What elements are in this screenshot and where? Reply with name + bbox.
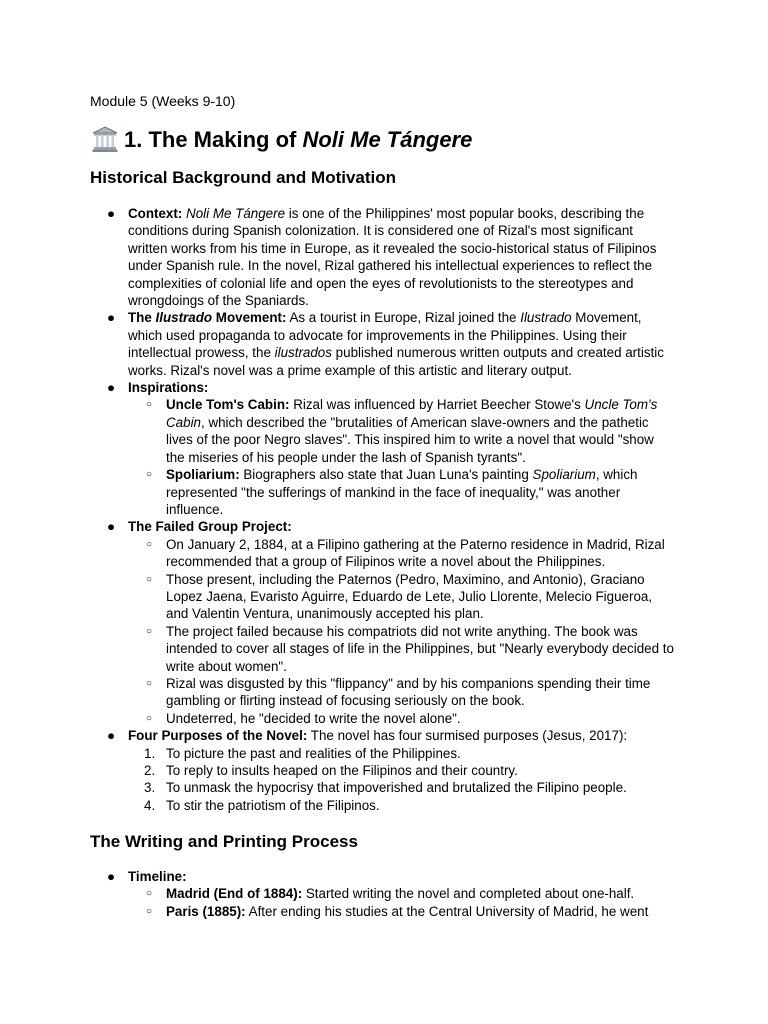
page-title <box>90 124 472 155</box>
numbered-item <box>144 797 676 814</box>
sub-item-spoliarium <box>145 466 676 518</box>
ilustrado-text: As a tourist in Europe, Rizal joined the Ilustrado Movement, which used propaganda to advocate for improvements in the Philippines. Using their intellectual prowess, the ilustrados published numerous written outputs and created artistic works. Rizal's novel was a prime example of this artistic and literary output. <box>128 310 664 378</box>
sub-item <box>145 623 676 675</box>
failed-project-label: The Failed Group Project: <box>128 519 292 535</box>
circle-bullet-glyph: ○ <box>145 573 153 585</box>
context-label: Context: <box>128 206 183 221</box>
ilustrado-label: The Ilustrado Movement: <box>128 310 287 326</box>
sub-item-uncle-toms-cabin <box>145 396 676 466</box>
section-writing-printing <box>106 868 676 920</box>
sub-item-text: The project failed because his compatriots did not write anything. The book was intended to cover all stages of life in the Philippines, but "Nearly everybody decided to write about women". <box>166 623 674 674</box>
title-prefix: 1. The Making of <box>124 127 303 152</box>
context-italic-lead: Noli Me Tángere <box>186 206 286 221</box>
sub-item-text: On January 2, 1884, at a Filipino gathering at the Paterno residence in Madrid, Rizal recommended that a group of Filipinos write a novel about the Philippines. <box>166 536 665 570</box>
section-heading-writing-printing: The Writing and Printing Process <box>90 832 358 851</box>
sub-item-text: Rizal was disgusted by this "flippancy" and by his companions spending their time gambling or flirting instead of focusing seriously on the book. <box>166 675 651 709</box>
uncle-tom-label: Uncle Tom's Cabin: <box>166 397 290 413</box>
section-heading-historical-background: Historical Background and Motivation <box>90 168 397 187</box>
sub-item-text: Undeterred, he "decided to write the novel alone". <box>166 710 461 726</box>
sub-item-paris <box>145 903 676 920</box>
inspirations-sub-list <box>145 396 676 518</box>
circle-bullet-glyph: ○ <box>145 538 153 550</box>
bullet-glyph: ● <box>106 206 116 221</box>
circle-bullet-glyph: ○ <box>145 399 153 411</box>
bullet-glyph: ● <box>106 728 116 744</box>
sub-item <box>145 571 676 623</box>
circle-bullet-glyph: ○ <box>145 905 153 917</box>
classical-building-icon <box>90 124 120 154</box>
sub-item <box>145 675 676 710</box>
list-item-ilustrado <box>106 309 676 379</box>
numbered-item-text: To stir the patriotism of the Filipinos. <box>166 797 380 813</box>
module-label: Module 5 (Weeks 9-10) <box>90 93 236 109</box>
list-item-failed-group-project <box>106 518 676 727</box>
bullet-glyph: ● <box>106 869 116 884</box>
purposes-label: Four Purposes of the Novel: <box>128 728 308 744</box>
sub-item <box>145 710 676 727</box>
numbered-item-text: To picture the past and realities of the Philippines. <box>166 745 461 761</box>
spoliarium-label: Spoliarium: <box>166 467 240 483</box>
item-number: 1. <box>144 745 156 761</box>
list-item-inspirations <box>106 379 676 518</box>
uncle-tom-text: Rizal was influenced by Harriet Beecher Stowe's Uncle Tom's Cabin, which described the "brutalities of American slave-owners and the pathetic lives of the poor Negro slaves". This inspired him to write a novel that would "show the miseries of his people under the lash of Spanish tyrants". <box>166 397 658 465</box>
sub-item <box>145 536 676 571</box>
madrid-text: Started writing the novel and completed about one-half. <box>302 886 635 902</box>
purposes-text: The novel has four surmised purposes (Jesus, 2017): <box>307 728 628 744</box>
paris-text: After ending his studies at the Central University of Madrid, he went <box>245 903 649 919</box>
context-text: is one of the Philippines' most popular books, describing the conditions during Spanish colonization. It is considered one of Rizal's most significant written works from his time in Europe, as it revealed the socio-historical status of Filipinos under Spanish rule. In the novel, Rizal gathered his intellectual experiences to reflect the complexities of colonial life and open the eyes of revolutionists to the stereotypes and wrongdoings of the Spaniards. <box>128 206 657 309</box>
circle-bullet-glyph: ○ <box>145 469 153 481</box>
spoliarium-text: Biographers also state that Juan Luna's painting Spoliarium, which represented "the sufferings of mankind in the face of inequality," was another influence. <box>166 467 638 517</box>
inspirations-label: Inspirations: <box>128 380 209 396</box>
list-item-timeline <box>106 868 676 920</box>
item-number: 4. <box>144 797 156 813</box>
paris-label: Paris (1885): <box>166 903 246 919</box>
item-number: 3. <box>144 780 156 796</box>
numbered-item <box>144 762 676 779</box>
numbered-item-text: To reply to insults heaped on the Filipinos and their country. <box>166 763 518 778</box>
sub-item-madrid <box>145 885 676 902</box>
purposes-numbered-list <box>144 745 676 815</box>
list-item-four-purposes <box>106 727 676 814</box>
failed-project-sub-list <box>145 536 676 727</box>
list-item-context <box>106 205 676 309</box>
bullet-glyph: ● <box>106 380 116 396</box>
bullet-glyph: ● <box>106 519 116 535</box>
circle-bullet-glyph: ○ <box>145 625 153 637</box>
numbered-item <box>144 745 676 762</box>
numbered-item <box>144 779 676 796</box>
timeline-sub-list <box>145 885 676 920</box>
item-number: 2. <box>144 763 156 778</box>
section-historical-background <box>106 205 676 814</box>
sub-item-text: Those present, including the Paternos (Pedro, Maximino, and Antonio), Graciano Lopez Jaena, Evaristo Aguirre, Eduardo de Lete, Julio Llorente, Melecio Figueroa, and Valentin Ventura, unanimously accepted his plan. <box>166 571 653 622</box>
circle-bullet-glyph: ○ <box>145 677 153 689</box>
timeline-label: Timeline: <box>128 869 187 884</box>
bullet-glyph: ● <box>106 310 116 326</box>
circle-bullet-glyph: ○ <box>145 888 153 900</box>
title-italic: Noli Me Tángere <box>302 127 473 152</box>
madrid-label: Madrid (End of 1884): <box>166 886 303 902</box>
circle-bullet-glyph: ○ <box>145 712 153 724</box>
numbered-item-text: To unmask the hypocrisy that impoverished and brutalized the Filipino people. <box>166 780 627 796</box>
